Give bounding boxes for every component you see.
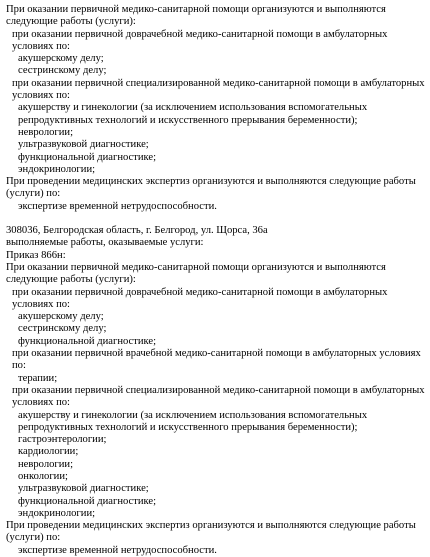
document-line: экспертизе временной нетрудоспособности. bbox=[18, 200, 217, 212]
document-line: неврологии; bbox=[18, 458, 74, 470]
document-line: 308036, Белгородская область, г. Белгород, ул. Щорса, 36а bbox=[6, 225, 268, 237]
document-line: эндокринологии; bbox=[18, 163, 96, 175]
document-line: При оказании первичной медико-санитарной помощи организуются и выполняются следующие работы (услуги): bbox=[6, 261, 386, 286]
document-line: При проведении медицинских экспертиз организуются и выполняются следующие работы (услуги) по: bbox=[6, 520, 416, 544]
document-line: сестринскому делу; bbox=[18, 65, 107, 77]
document-line: при оказании первичной доврачебной медико-санитарной помощи в амбулаторных условиях по: bbox=[12, 28, 388, 52]
document-line: функциональной диагностике; bbox=[18, 335, 157, 347]
document-line: выполняемые работы, оказываемые услуги: bbox=[6, 237, 204, 249]
document-line: сестринскому делу; bbox=[18, 323, 107, 335]
document-line: эндокринологии; bbox=[18, 507, 96, 519]
document-line: терапии; bbox=[18, 372, 58, 384]
license-document bbox=[6, 4, 426, 557]
document-line: акушерскому делу; bbox=[18, 311, 104, 323]
document-line: функциональной диагностике; bbox=[18, 151, 157, 163]
document-line: акушерскому делу; bbox=[18, 53, 104, 65]
document-line: Приказ 866н: bbox=[6, 249, 66, 261]
document-line: кардиологии; bbox=[18, 446, 79, 458]
document-line: акушерству и гинекологии (за исключением использования вспомогательных репродуктивных технологий и искусственного прерывания беременности); bbox=[18, 102, 368, 126]
document-line: ультразвуковой диагностике; bbox=[18, 139, 149, 151]
section-services-list-1 bbox=[6, 4, 426, 213]
section-address-services-list-2 bbox=[6, 225, 426, 557]
document-line: при оказании первичной специализированной медико-санитарной помощи в амбулаторных условиях по: bbox=[12, 384, 425, 409]
document-line: неврологии; bbox=[18, 126, 74, 138]
document-line: экспертизе временной нетрудоспособности. bbox=[18, 544, 217, 556]
document-line: функциональной диагностике; bbox=[18, 495, 157, 507]
document-line: при оказании первичной доврачебной медико-санитарной помощи в амбулаторных условиях по: bbox=[12, 286, 388, 310]
section-gap bbox=[6, 213, 426, 225]
document-line: При оказании первичной медико-санитарной помощи организуются и выполняются следующие работы (услуги): bbox=[6, 4, 386, 28]
document-line: акушерству и гинекологии (за исключением использования вспомогательных репродуктивных технологий и искусственного прерывания беременности); bbox=[18, 409, 368, 433]
document-line: гастроэнтерологии; bbox=[18, 434, 107, 446]
document-line: При проведении медицинских экспертиз организуются и выполняются следующие работы (услуги) по: bbox=[6, 176, 416, 200]
document-line: при оказании первичной врачебной медико-санитарной помощи в амбулаторных условиях по: bbox=[12, 348, 421, 372]
document-line: ультразвуковой диагностике; bbox=[18, 483, 149, 495]
document-line: при оказании первичной специализированной медико-санитарной помощи в амбулаторных условиях по: bbox=[12, 77, 425, 102]
document-line: онкологии; bbox=[18, 470, 68, 482]
